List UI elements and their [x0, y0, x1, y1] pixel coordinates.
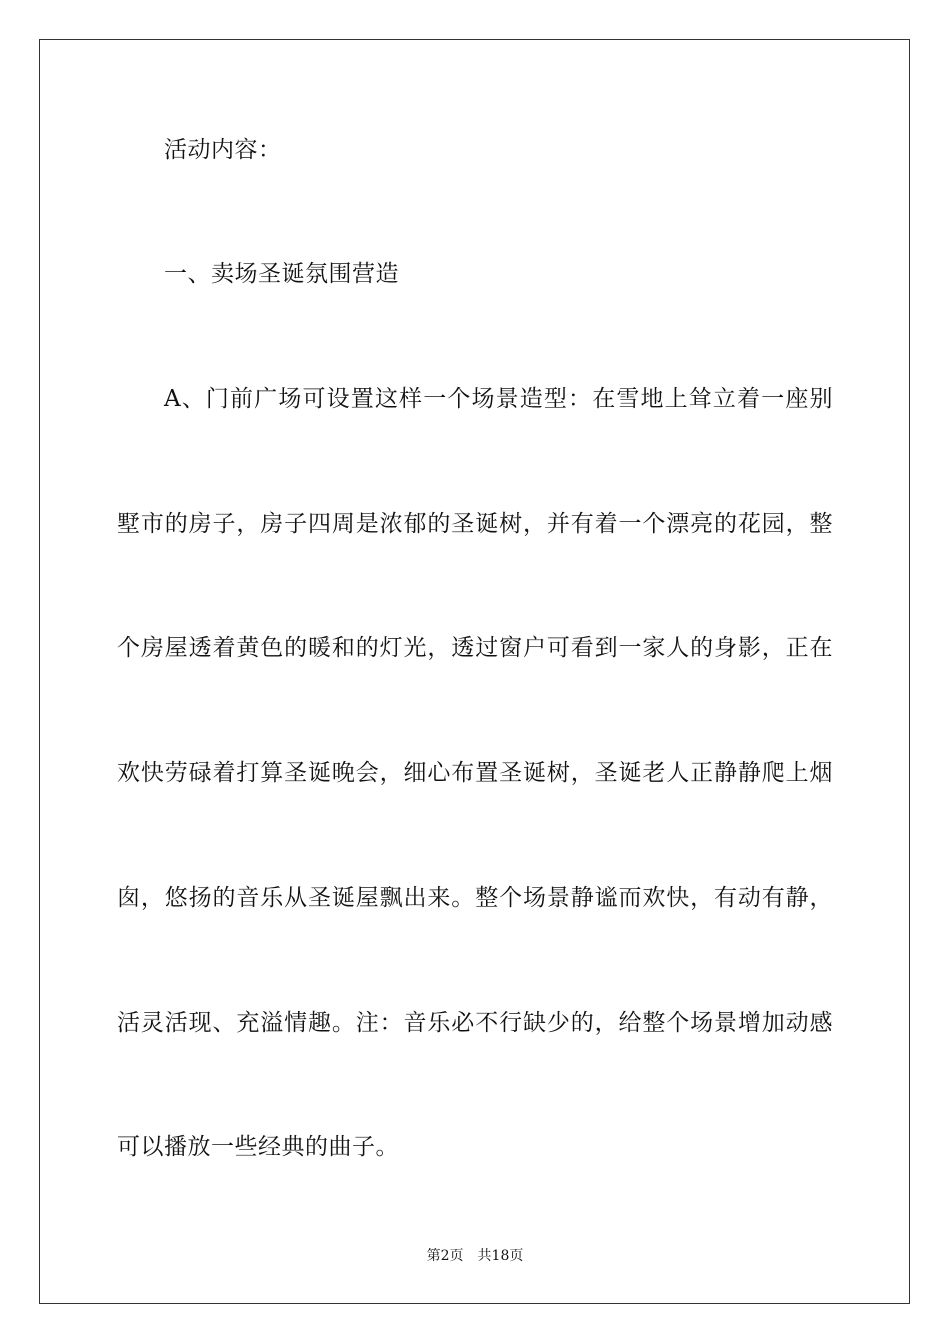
paragraph-line-5: 囱，悠扬的音乐从圣诞屋飘出来。整个场景静谧而欢快，有动有静，: [117, 885, 833, 911]
section-heading-1: 一、卖场圣诞氛围营造: [164, 261, 399, 287]
heading-activity-content: 活动内容：: [164, 137, 282, 163]
paragraph-line-7: 可以播放一些经典的曲子。: [117, 1134, 399, 1160]
paragraph-line-6: 活灵活现、充溢情趣。注：音乐必不行缺少的，给整个场景增加动感: [117, 1010, 833, 1036]
paragraph-line-3: 个房屋透着黄色的暖和的灯光，透过窗户可看到一家人的身影，正在: [117, 635, 833, 661]
page-border: [39, 39, 910, 1304]
paragraph-line-4: 欢快劳碌着打算圣诞晚会，细心布置圣诞树，圣诞老人正静静爬上烟: [117, 760, 833, 786]
paragraph-line-1: A、门前广场可设置这样一个场景造型：在雪地上耸立着一座别: [164, 386, 833, 412]
page-number: 第2页: [426, 1248, 464, 1264]
page-footer: [0, 1247, 950, 1265]
paragraph-line-2: 墅市的房子，房子四周是浓郁的圣诞树，并有着一个漂亮的花园，整: [117, 511, 833, 537]
page-total: 共18页: [477, 1248, 524, 1264]
